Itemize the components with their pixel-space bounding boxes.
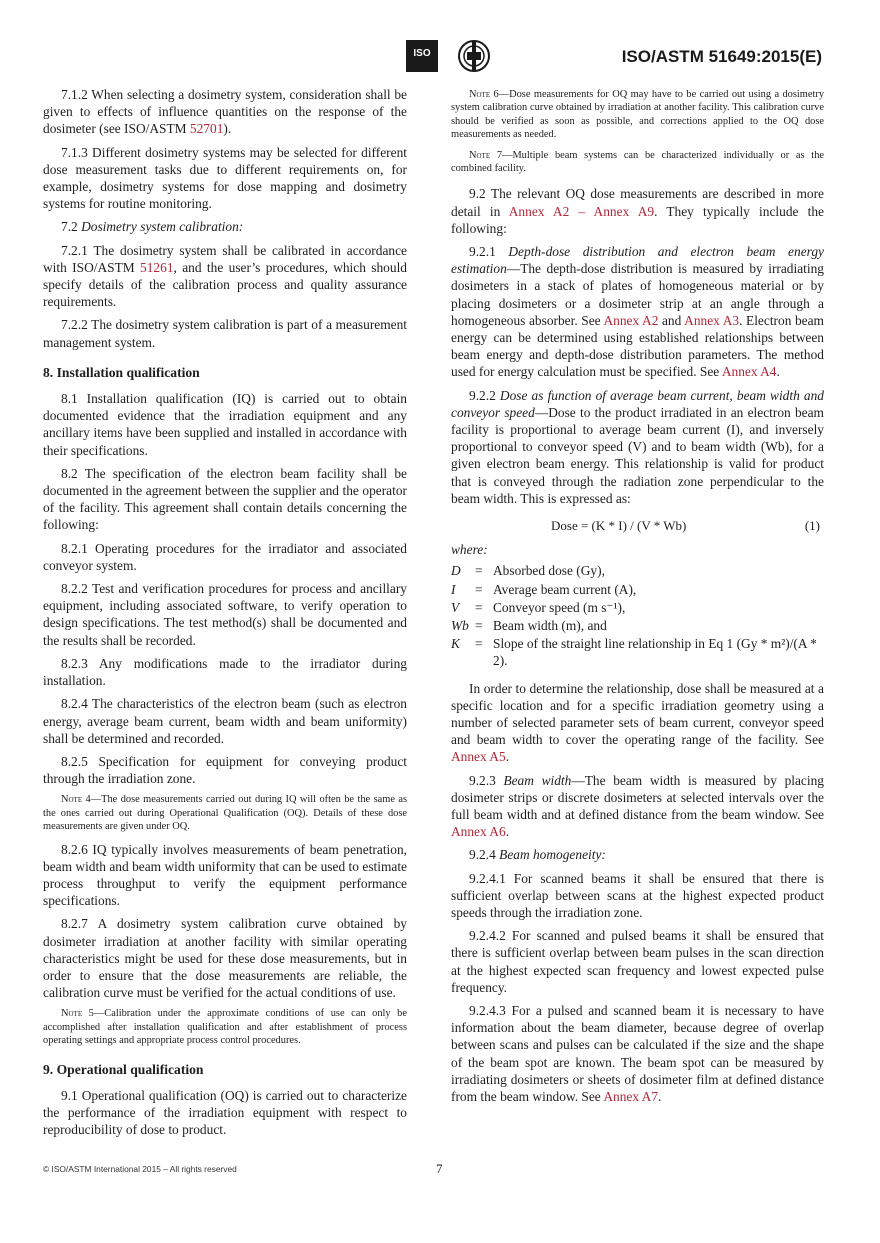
symbol-meaning: Average beam current (A), <box>493 581 637 597</box>
para-9-2-1: 9.2.1 Depth-dose distribution and electron beam energy estimation—The depth-dose distribution is measured by irradiating dosimeters in a stack of plates of homogeneous material or by placing dosimeters or a dosimeter strip at an angle through a homogeneous absorber. See Annex A2 and Annex A3. Electron beam energy can be determined using established relationships between beam energy and depth-dose distribution parameters. The method used for energy calculation must be specified. See Annex A4. <box>451 244 824 380</box>
right-column <box>451 86 824 1111</box>
para-9-2-4-3: 9.2.4.3 For a pulsed and scanned beam it is necessary to have information about the beam diameter, because degree of overlap between scans and pulses can be calculated if the size and the shape of the beam spot are known. The beam spot can be measured by irradiating dosimeters or sheets of dosimeter film at defined distance from the beam window. See Annex A7. <box>451 1002 824 1104</box>
para-7-2: 7.2 Dosimetry system calibration: <box>61 219 244 235</box>
symbol-meaning: Slope of the straight line relationship in Eq 1 (Gy * m²)/(A * 2). <box>493 636 817 669</box>
para-8-2-7: 8.2.7 A dosimetry system calibration curve obtained by dosimeter irradiation at another facility with similar operating characteristics might be used for these dose measurements, but in order to ensure that the dose measurements are reliable, the calibration curve must be verified for the actual conditions of use. <box>43 916 407 1001</box>
symbol-definitions <box>451 562 824 669</box>
note-4: Note 4—The dose measurements carried out during IQ will often be the same as the ones carried out during Operational Qualification (OQ). Details of these dose measurements are given under OQ. <box>43 794 407 833</box>
ref-link-51261[interactable]: 51261 <box>140 259 174 275</box>
para-8-2: 8.2 The specification of the electron beam facility shall be documented in the agreement between the supplier and the operator of the facility. This agreement shall contain details concerning the following: <box>43 465 407 533</box>
equation-expression: Dose = (K * I) / (V * Wb) <box>551 518 687 534</box>
para-relationship: In order to determine the relationship, dose shall be measured at a specific location and for a specific irradiation geometry using a number of selected parameter sets of beam current, conveyor speed and beam width to cover the operating range of the facility. See Annex A5. <box>451 680 824 765</box>
astm-logo-icon <box>455 38 493 74</box>
ref-link-annex-a2[interactable]: Annex A2 <box>603 312 659 328</box>
symbol-definition-row <box>451 617 824 634</box>
section-heading-8: 8. Installation qualification <box>43 364 200 380</box>
symbol: V <box>451 599 460 615</box>
symbol-definition-row <box>451 562 824 579</box>
para-8-1: 8.1 Installation qualification (IQ) is carried out to obtain documented evidence that the irradiation equipment and any ancillary items have been supplied and installed in accordance with their specifications. <box>43 391 407 458</box>
para-7-2-2: 7.2.2 The dosimetry system calibration is part of a measurement management system. <box>43 317 407 350</box>
para-9-2-4-1: 9.2.4.1 For scanned beams it shall be ensured that there is sufficient overlap between scans at the highest expected product speeds through the irradiation zone. <box>451 870 824 920</box>
para-7-1-3: 7.1.3 Different dosimetry systems may be selected for different dose measurement tasks due to different requirements on, for example, dosimetry systems for dose mapping and dosimetry systems for routine monitoring. <box>43 144 407 212</box>
symbol-meaning: Absorbed dose (Gy), <box>493 563 605 579</box>
para-8-2-5: 8.2.5 Specification for equipment for conveying product through the irradiation zone. <box>43 753 407 787</box>
equals-sign: = <box>475 636 483 652</box>
para-9-2-4: 9.2.4 Beam homogeneity: <box>469 847 606 863</box>
para-9-2-4-2: 9.2.4.2 For scanned and pulsed beams it shall be ensured that there is sufficient overlap between beam pulses in the scan direction at the highest expected scan frequency and lowest expected pulse frequency. <box>451 928 824 995</box>
ref-link-annex-a6[interactable]: Annex A6 <box>451 824 506 840</box>
para-8-2-6: 8.2.6 IQ typically involves measurements of beam penetration, beam width and beam width uniformity that can be used to estimate process throughput to verify the equipment performance specifications. <box>43 841 407 909</box>
ref-link-annex-a7[interactable]: Annex A7 <box>603 1088 659 1104</box>
ref-link-52701[interactable]: 52701 <box>189 121 224 137</box>
para-9-2: 9.2 The relevant OQ dose measurements are described in more detail in Annex A2 – Annex A9. They typically include the following: <box>451 186 824 236</box>
symbol-definition-row <box>451 599 824 616</box>
equals-sign: = <box>475 599 483 615</box>
para-8-2-1: 8.2.1 Operating procedures for the irradiator and associated conveyor system. <box>43 540 407 573</box>
para-8-2-3: 8.2.3 Any modifications made to the irradiator during installation. <box>43 655 407 689</box>
ref-link-annex-a3[interactable]: Annex A3 <box>684 312 740 328</box>
para-8-2-4: 8.2.4 The characteristics of the electron beam (such as electron energy, average beam current, beam width and beam uniformity) shall be determined and recorded. <box>43 696 407 746</box>
para-9-2-3: 9.2.3 Beam width—The beam width is measured by placing dosimeter strips or discrete dosimeters at selected intervals over the full beam width and at defined distance from the beam window. See Annex A6. <box>451 772 824 840</box>
equation-1 <box>451 515 824 537</box>
para-7-1-2: 7.1.2 When selecting a dosimetry system, consideration shall be given to effects of influence quantities on the response of the dosimeter (see ISO/ASTM 52701). <box>43 87 407 137</box>
equals-sign: = <box>475 617 483 633</box>
symbol: Wb <box>451 617 469 633</box>
symbol-meaning: Conveyor speed (m s⁻¹), <box>493 599 626 615</box>
where-label: where: <box>451 542 488 558</box>
document-id: ISO/ASTM 51649:2015(E) <box>621 47 822 66</box>
left-column <box>43 86 407 1144</box>
ref-link-annex-a4[interactable]: Annex A4 <box>721 364 777 380</box>
copyright-footer: © ISO/ASTM International 2015 – All rights reserved <box>43 1164 237 1174</box>
ref-link-annex-a2-a9[interactable]: Annex A2 – Annex A9 <box>508 203 655 219</box>
page-header <box>0 0 880 80</box>
section-heading-9: 9. Operational qualification <box>43 1061 204 1077</box>
symbol-meaning: Beam width (m), and <box>493 617 607 633</box>
equals-sign: = <box>475 563 483 579</box>
equals-sign: = <box>475 581 483 597</box>
symbol: I <box>451 581 456 597</box>
equation-number: (1) <box>804 518 820 534</box>
note-6: Note 6—Dose measurements for OQ may have to be carried out using a dosimetry system calibration curve obtained by irradiation at another facility. This calibration curve should be verified as soon as possible, and corrections applied to the OQ dose measurements as needed. <box>451 89 825 141</box>
note-7: Note 7—Multiple beam systems can be characterized individually or as the combined facility. <box>451 149 824 175</box>
symbol: D <box>451 563 461 579</box>
para-8-2-2: 8.2.2 Test and verification procedures for process and ancillary equipment, including associated software, to verify operation to design specifications. The test method(s) shall be documented and the results shall be recorded. <box>43 581 407 648</box>
para-9-2-2: 9.2.2 Dose as function of average beam current, beam width and conveyor speed—Dose to the product irradiated in an electron beam facility is proportional to average beam current (I), and inversely proportional to conveyor speed (V) and to beam width (Wb), for a given electron beam energy. This relationship is valid for product that is conveyed through the radiation zone perpendicular to the beam width. This is expressed as: <box>451 387 824 506</box>
iso-logo: ISO <box>406 40 438 72</box>
symbol-definition-row <box>451 635 824 669</box>
ref-link-annex-a5[interactable]: Annex A5 <box>451 749 506 765</box>
symbol: K <box>451 636 460 652</box>
para-7-2-1: 7.2.1 The dosimetry system shall be calibrated in accordance with ISO/ASTM 51261, and the user’s procedures, which should specify details of the calibration process and quality assurance requirements. <box>43 242 407 310</box>
note-5: Note 5—Calibration under the approximate conditions of use can only be accomplished after installation qualification and after establishment of process operating settings and appropriate process control procedures. <box>43 1008 407 1047</box>
page-number: 7 <box>436 1161 443 1176</box>
para-9-1: 9.1 Operational qualification (OQ) is carried out to characterize the performance of the irradiation equipment with respect to reproducibility of dose to product. <box>43 1087 407 1138</box>
symbol-definition-row <box>451 581 824 598</box>
